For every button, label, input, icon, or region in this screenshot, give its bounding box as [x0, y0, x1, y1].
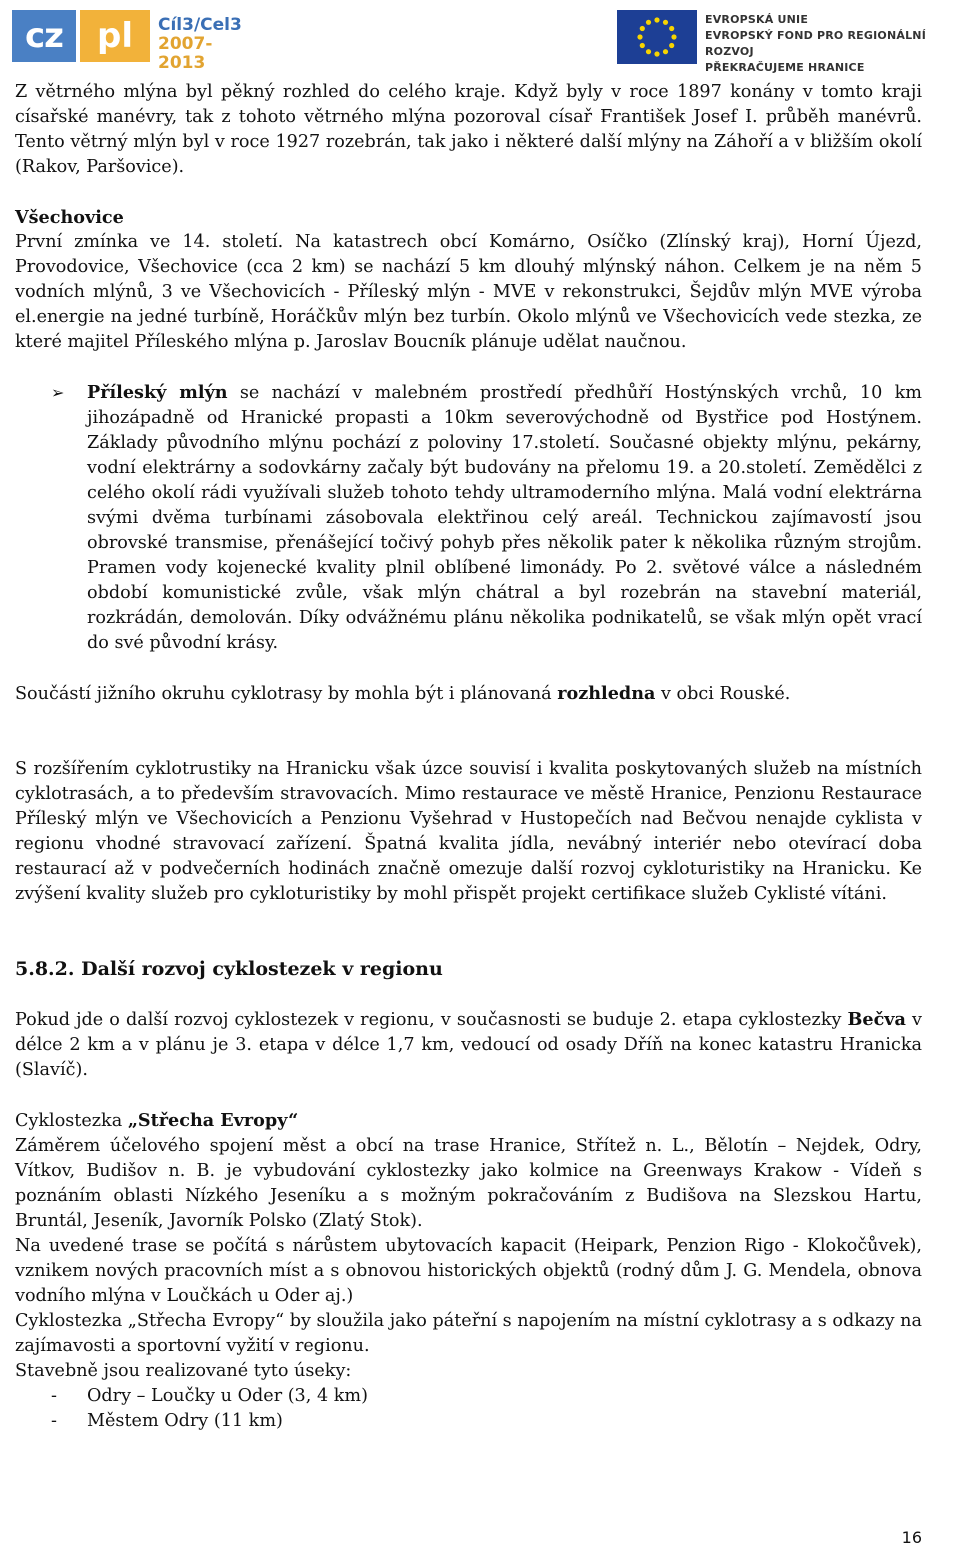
bullet-item-prilesky-mlyn: [15, 380, 922, 656]
rozhledna-bold: rozhledna: [557, 683, 656, 704]
paragraph-services: S rozšířením cyklotrustiky na Hranicku však úzce souvisí i kvalita poskytovaných služeb na místních cyklotrasách, a to především stravovacích. Mimo restaurace ve městě Hranice, Penzionu Restaurace Příleský mlýn ve Všechovicích a Penzionu Vyšehrad v Hustopečích nad Bečvou nenajde cyklista v regionu vhodné stravovací zařízení. Špatná kvalita jídla, nevábný interiér nebo otevírací doba restaurací až v podvečerních hodinách značně omezuje další rozvoj cykloturistiky na Hranicku. Ke zvýšení kvality služeb pro cykloturistiky by mohl přispět projekt certifikace služeb Cyklisté vítáni.: [15, 759, 922, 904]
page-header: [0, 0, 960, 72]
list-dash: -: [51, 1386, 57, 1406]
paragraph-becva: [15, 1007, 922, 1083]
arrow-bullet-icon: ➢: [51, 383, 65, 402]
pl-logo-block: pl: [80, 10, 150, 62]
eu-stars-icon: [617, 10, 697, 64]
eu-line1: EVROPSKÁ UNIE: [705, 13, 809, 26]
cil-cel-years: 2007-2013: [158, 34, 213, 73]
section-heading: 5.8.2. Další rozvoj cyklostezek v regionu: [15, 958, 443, 980]
becva-post: v délce 2 km a v plánu je 3. etapa v délce 1,7 km, vedoucí od osady Dříň na konec katastru Hranicka (Slavíč).: [15, 1010, 922, 1080]
bullet-bold-title: Příleský mlýn: [87, 382, 228, 403]
subheading-vsechovice: Všechovice: [15, 207, 124, 228]
becva-bold: Bečva: [847, 1009, 906, 1030]
becva-pre: Pokud jde o další rozvoj cyklostezek v regionu, v současnosti se buduje 2. etapa cyklostezky: [15, 1010, 848, 1030]
list-item: [15, 1384, 922, 1409]
rozhledna-post: v obci Rouské.: [655, 684, 791, 704]
list-item-text: Odry – Loučky u Oder (3, 4 km): [87, 1386, 368, 1406]
paragraph-strecha-capacity: Na uvedené trase se počítá s nárůstem ubytovacích kapacit (Heipark, Penzion Rigo - Klokočůvek), vznikem nových pracovních míst a s obnovou historických objektů (rodný dům J. G. Mendela, obnova vodního mlýna v Loučkách u Oder aj.): [15, 1236, 922, 1306]
bullet-paragraph: [87, 380, 922, 656]
list-dash: -: [51, 1411, 57, 1431]
document-body: [15, 80, 922, 1434]
cil-cel-label: [158, 16, 242, 73]
paragraph-windmill: Z větrného mlýna byl pěkný rozhled do celého kraje. Když byly v roce 1897 konány v tomto kraji císařské manévry, tak z tohoto větrného mlýna pozoroval císař František Josef I. průběh manévrů. Tento větrný mlýn byl v roce 1927 rozebrán, tak jako i některé další mlýny na Záhoří a v bližším okolí (Rakov, Paršovice).: [15, 82, 922, 177]
paragraph-vsechovice: První zmínka ve 14. století. Na katastrech obcí Komárno, Osíčko (Zlínský kraj), Horní Újezd, Provodovice, Všechovice (cca 2 km) se nachází 5 km dlouhý mlýnský náhon. Celkem je na něm 5 vodních mlýnů, 3 ve Všechovicích - Příleský mlýn - MVE v rekonstrukci, Šejdův mlýn MVE výroba el.energie na jedné turbíně, Horáčkův mlýn bez turbín. Okolo mlýnů ve Všechovicích vede stezka, ze které majitel Příleského mlýna p. Jaroslav Boucník plánuje udělat naučnou.: [15, 232, 922, 352]
eu-line3: PŘEKRAČUJEME HRANICE: [705, 61, 865, 74]
list-item-text: Městem Odry (11 km): [87, 1411, 283, 1431]
paragraph-rozhledna: [15, 681, 922, 707]
bullet-text: se nachází v malebném prostředí předhůří Hostýnských vrchů, 10 km jihozápadně od Hranické propasti a 10km severovýchodně od Bystřice pod Hostýnem. Základy původního mlýnu pochází z poloviny 17.století. Současné objekty mlýnu, pekárny, vodní elektrárny a sodovkárny začaly být budovány na přelomu 19. a 20.století. Zemědělci z celého okolí rádi využívali služeb tohoto tehdy ultramoderního mlýna. Malá vodní elektrárna svými dvěma turbínami zásobovala elektřinou celý areál. Technickou zajímavostí jsou obrovské transmise, přenášející točivý pohyb přes několik pater k několika různým strojům. Pramen vody kojenecké kvality plnil oblíbené limonády. Po 2. světové válce a následném období komunistické zvůle, však mlýn chátral a byl rozebrán na stavební materiál, rozkrádán, demolován. Díky odvážnému plánu několika podnikatelů, se však mlýn opět vrací do své původní krásy.: [87, 383, 922, 653]
cz-logo-block: cz: [12, 10, 76, 62]
rozhledna-pre: Součástí jižního okruhu cyklotrasy by mohla být i plánovaná: [15, 684, 558, 704]
strecha-bold: „Střecha Evropy“: [127, 1110, 299, 1131]
eu-line2: EVROPSKÝ FOND PRO REGIONÁLNÍ ROZVOJ: [705, 29, 926, 58]
cil-cel-line1: Cíl3/Cel3: [158, 15, 242, 35]
paragraph-strecha-backbone: Cyklostezka „Střecha Evropy“ by sloužila jako páteřní s napojením na místní cyklotrasy a s odkazy na zajímavosti a sportovní vyžití v regionu.: [15, 1311, 922, 1356]
strecha-pre: Cyklostezka: [15, 1111, 128, 1131]
eu-text: [705, 12, 957, 76]
eu-logo: [617, 8, 957, 74]
eu-flag-icon: [617, 10, 697, 64]
list-item: [15, 1409, 922, 1434]
paragraph-built-sections: Stavebně jsou realizované tyto úseky:: [15, 1361, 352, 1381]
paragraph-strecha-title: [15, 1108, 922, 1134]
paragraph-strecha-intent: Záměrem účelového spojení měst a obcí na trase Hranice, Střítež n. L., Bělotín – Nejdek, Odry, Vítkov, Budišov n. B. je vybudování cyklostezky jako kolmice na Greenways Krakow - Vídeň s poznáním oblasti Nízkého Jeseníku a s možným pokračováním z Budišova na Slezskou Hartu, Bruntál, Jeseník, Javorník Polsko (Zlatý Stok).: [15, 1136, 922, 1231]
page-number: 16: [901, 1528, 922, 1547]
cz-pl-program-logo: [12, 10, 242, 73]
